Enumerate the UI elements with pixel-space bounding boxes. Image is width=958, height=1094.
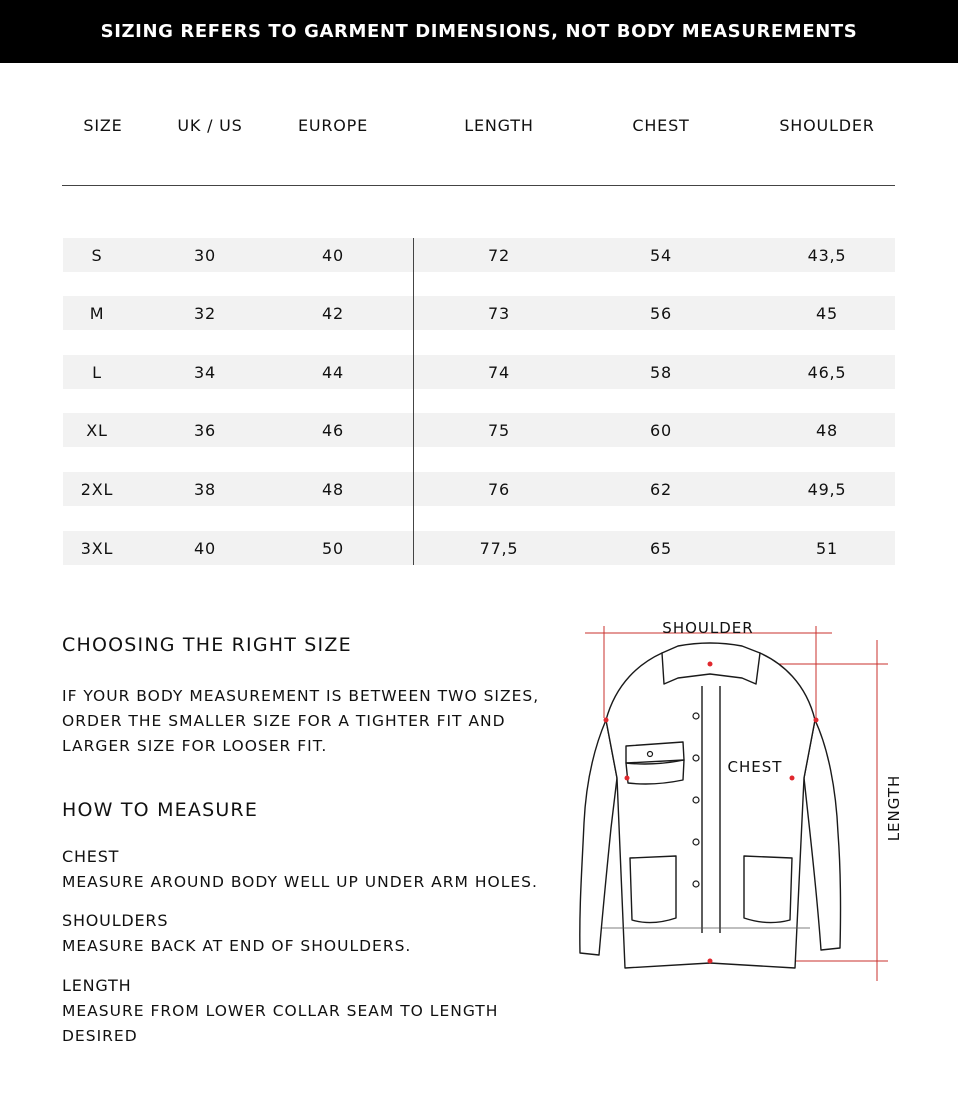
cell-length: 76 [488, 480, 510, 499]
jacket-right-sleeve [804, 720, 841, 950]
length-line: DESIRED [62, 1027, 138, 1045]
how-to-measure-title: HOW TO MEASURE [62, 799, 259, 821]
cell-chest: 56 [650, 304, 672, 323]
length-heading: LENGTH [62, 976, 132, 995]
cell-length: 73 [488, 304, 510, 323]
chest-label: CHEST [727, 758, 783, 776]
chest-heading: CHEST [62, 847, 120, 866]
cell-chest: 54 [650, 246, 672, 265]
lower-right-pocket [744, 856, 792, 923]
cell-shoulder: 46,5 [807, 363, 847, 382]
shoulder-point-left [604, 718, 609, 723]
cell-size: M [89, 304, 105, 323]
chest-point-right [790, 776, 795, 781]
table-row [63, 238, 895, 272]
cell-uk-us: 38 [194, 480, 216, 499]
chest-point-left [625, 776, 630, 781]
cell-europe: 40 [322, 246, 344, 265]
cell-shoulder: 51 [816, 539, 838, 558]
table-row [63, 472, 895, 506]
table-row [63, 296, 895, 330]
collar-seam-point [708, 662, 713, 667]
header-uk-us: UK / US [177, 116, 243, 135]
shoulder-point-right [814, 718, 819, 723]
cell-europe: 46 [322, 421, 344, 440]
jacket-left-sleeve [580, 720, 617, 955]
table-row [63, 413, 895, 447]
button [693, 797, 699, 803]
chest-description: MEASURE AROUND BODY WELL UP UNDER ARM HOLES. [62, 873, 538, 891]
cell-length: 72 [488, 246, 510, 265]
cell-chest: 58 [650, 363, 672, 382]
column-divider [413, 238, 414, 565]
jacket-outline [580, 643, 841, 968]
choosing-text [62, 684, 582, 759]
cell-uk-us: 34 [194, 363, 216, 382]
button [693, 839, 699, 845]
header-europe: EUROPE [297, 116, 369, 135]
cell-length: 75 [488, 421, 510, 440]
header-shoulder: SHOULDER [779, 116, 875, 135]
button [693, 755, 699, 761]
cell-length: 74 [488, 363, 510, 382]
cell-shoulder: 45 [816, 304, 838, 323]
choosing-line: ORDER THE SMALLER SIZE FOR A TIGHTER FIT AND [62, 712, 506, 730]
choosing-line: LARGER SIZE FOR LOOSER FIT. [62, 737, 328, 755]
cell-uk-us: 40 [194, 539, 216, 558]
cell-size: 3XL [80, 539, 114, 558]
header-divider [62, 185, 895, 186]
cell-chest: 62 [650, 480, 672, 499]
cell-size: XL [86, 421, 108, 440]
choosing-title: CHOOSING THE RIGHT SIZE [62, 634, 352, 656]
cell-chest: 65 [650, 539, 672, 558]
cell-length: 77,5 [479, 539, 519, 558]
cell-shoulder: 43,5 [807, 246, 847, 265]
length-label: LENGTH [885, 774, 903, 842]
sizing-banner: SIZING REFERS TO GARMENT DIMENSIONS, NOT BODY MEASUREMENTS [0, 0, 958, 63]
cell-size: 2XL [80, 480, 114, 499]
cell-uk-us: 32 [194, 304, 216, 323]
jacket-measurement-diagram [570, 608, 910, 998]
cell-size: L [92, 363, 102, 382]
table-row [63, 355, 895, 389]
cell-chest: 60 [650, 421, 672, 440]
shoulders-heading: SHOULDERS [62, 911, 169, 930]
cell-europe: 44 [322, 363, 344, 382]
lower-left-pocket [630, 856, 676, 923]
length-line: MEASURE FROM LOWER COLLAR SEAM TO LENGTH [62, 1002, 499, 1020]
cell-europe: 50 [322, 539, 344, 558]
cell-uk-us: 30 [194, 246, 216, 265]
cell-shoulder: 49,5 [807, 480, 847, 499]
table-row [63, 531, 895, 565]
cell-shoulder: 48 [816, 421, 838, 440]
header-length: LENGTH [464, 116, 534, 135]
choosing-line: IF YOUR BODY MEASUREMENT IS BETWEEN TWO SIZES, [62, 687, 540, 705]
header-chest: CHEST [632, 116, 690, 135]
button [693, 713, 699, 719]
pocket-button [648, 752, 653, 757]
shoulders-description: MEASURE BACK AT END OF SHOULDERS. [62, 937, 412, 955]
cell-europe: 42 [322, 304, 344, 323]
length-description [62, 999, 582, 1049]
shoulder-label: SHOULDER [662, 619, 754, 637]
cell-europe: 48 [322, 480, 344, 499]
cell-uk-us: 36 [194, 421, 216, 440]
header-size: SIZE [83, 116, 123, 135]
button [693, 881, 699, 887]
cell-size: S [91, 246, 103, 265]
hem-point [708, 959, 713, 964]
